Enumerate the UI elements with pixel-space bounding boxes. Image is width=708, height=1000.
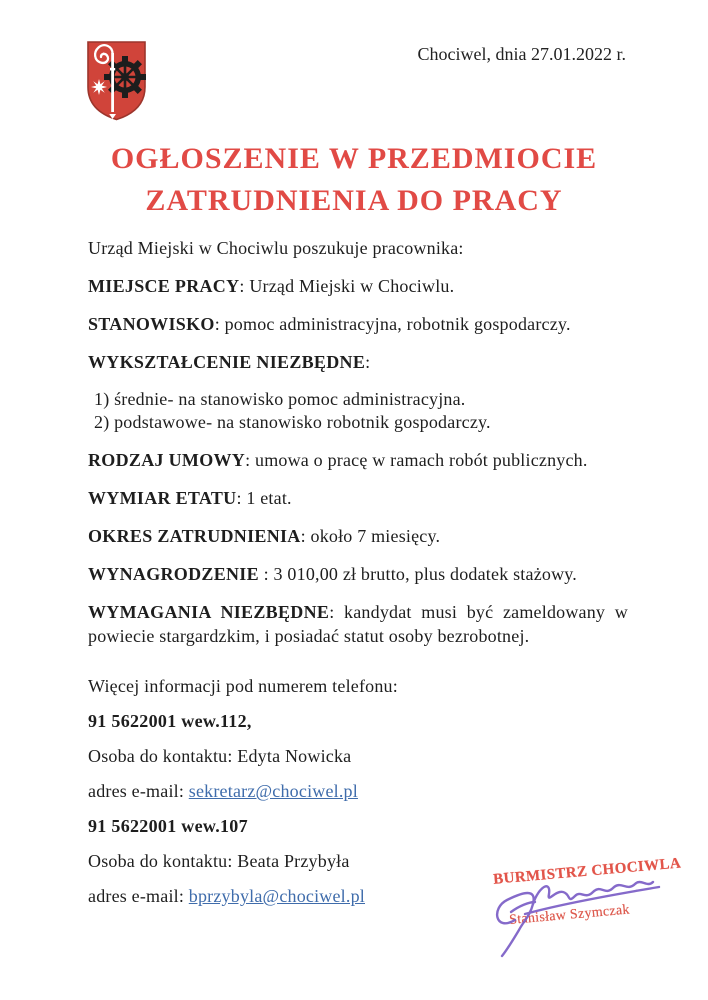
intro-paragraph: Urząd Miejski w Chociwlu poszukuje pracownika: [88,238,464,258]
email-label: adres e-mail: [88,781,189,801]
field-value: : pomoc administracyjna, robotnik gospodarczy. [214,314,571,334]
list-item: 1) średnie- na stanowisko pomoc administracyjna. [94,389,466,409]
contact-phone-2 [88,814,628,838]
field-value: : Urząd Miejski w Chociwlu. [239,276,455,296]
coat-of-arms-svg [85,40,148,122]
email-label: adres e-mail: [88,886,189,906]
field-value: : około 7 miesięcy. [300,526,441,546]
handwritten-signature [481,862,676,962]
stamp-title: BURMISTRZ CHOCIWLA [492,855,682,888]
document-date: Chociwel, dnia 27.01.2022 r. [417,44,626,64]
gear-icon [104,56,146,98]
field-value: : [365,352,371,372]
chociwel-coat-of-arms-icon [85,40,148,122]
mayor-stamp [487,855,682,970]
field-stanowisko [88,312,628,336]
education-list [88,388,628,434]
field-okres-zatrudnienia [88,524,628,548]
contact-person-1: Osoba do kontaktu: Edyta Nowicka [88,746,352,766]
field-wymiar-etatu [88,486,628,510]
star-icon [91,79,107,95]
field-label: STANOWISKO [88,314,215,334]
contact-email-row-1 [88,779,628,803]
field-wynagrodzenie [88,562,628,586]
contact-person-2: Osoba do kontaktu: Beata Przybyła [88,851,350,871]
title-line-1: OGŁOSZENIE W PRZEDMIOCIE [110,142,598,175]
contact-phone-1 [88,709,628,733]
field-value: : umowa o pracę w ramach robót publicznych. [245,450,588,470]
phone-number: 91 5622001 wew.107 [88,816,248,836]
field-wymagania [88,600,628,648]
field-value: : 1 etat. [236,488,292,508]
contact-heading: Więcej informacji pod numerem telefonu: [88,676,398,696]
page-title [0,138,708,222]
list-item: 2) podstawowe- na stanowisko robotnik gospodarczy. [94,412,491,432]
field-label: MIEJSCE PRACY [88,276,240,296]
phone-number: 91 5622001 wew.112, [88,711,252,731]
field-miejsce-pracy [88,274,628,298]
field-value: : 3 010,00 zł brutto, plus dodatek stażowy. [258,564,578,584]
field-label: WYMAGANIA NIEZBĘDNE [88,602,330,622]
stamp-signatory-name: Stanisław Szymczak [508,902,631,928]
field-label: RODZAJ UMOWY [88,450,246,470]
field-label: WYMIAR ETATU [88,488,237,508]
email-link-sekretarz[interactable]: sekretarz@chociwel.pl [188,781,358,801]
email-link-bprzybyla[interactable]: bprzybyla@chociwel.pl [188,886,365,906]
field-label: OKRES ZATRUDNIENIA [88,526,301,546]
document-body [88,236,628,919]
field-value: : kandydat musi być zameldowany w powiecie stargardzkim, i posiadać statut osoby bezrobotnej. [88,602,628,646]
field-label: WYKSZTAŁCENIE NIEZBĘDNE [88,352,366,372]
field-label: WYNAGRODZENIE [88,564,259,584]
field-wyksztalcenie [88,350,628,374]
title-line-2: ZATRUDNIENIA DO PRACY [145,184,563,217]
field-rodzaj-umowy [88,448,628,472]
